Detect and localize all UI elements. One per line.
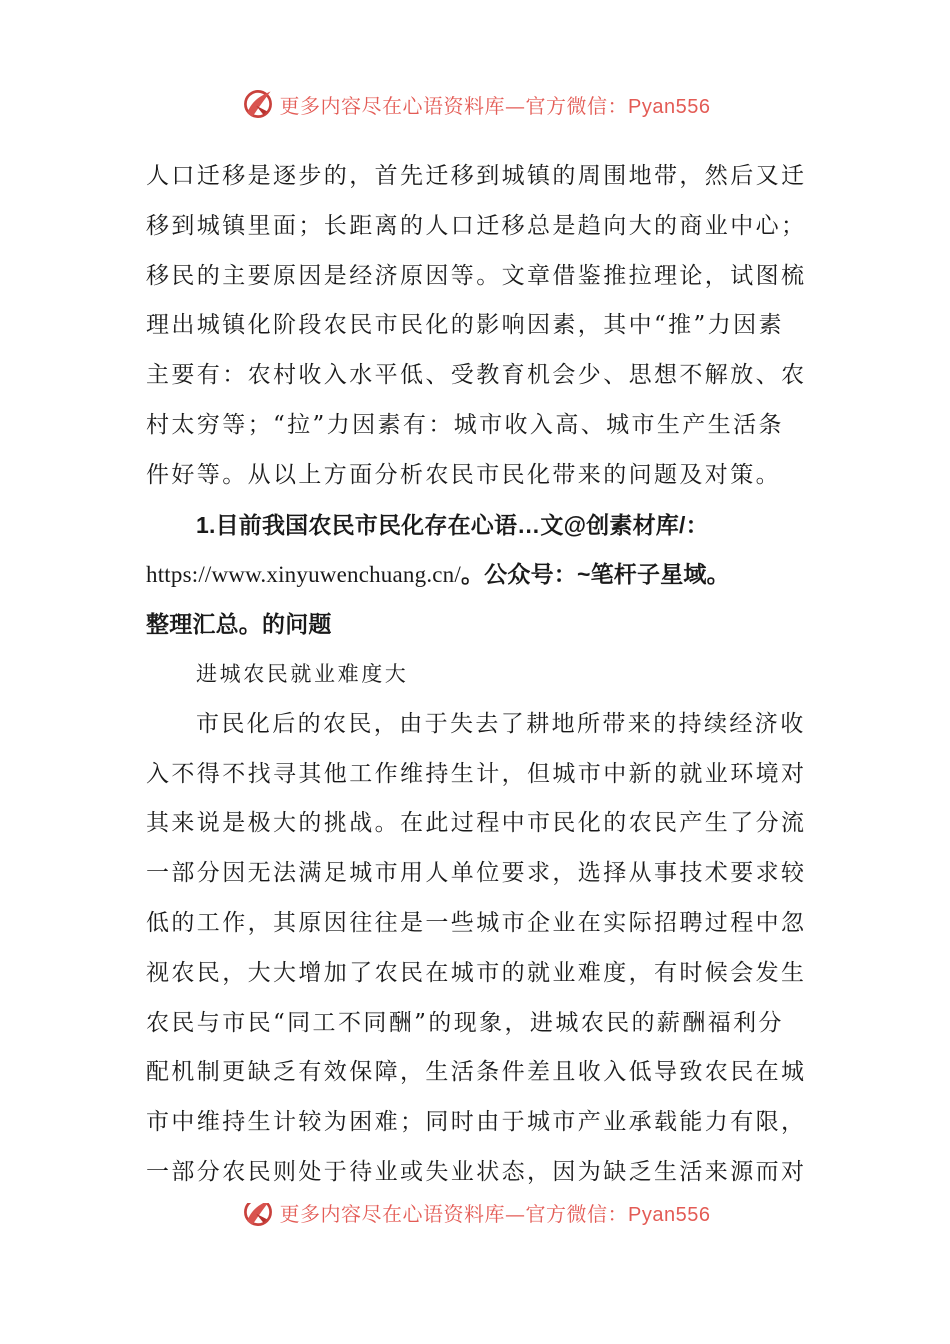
paragraph-line: 配机制更缺乏有效保障，生活条件差且收入低导致农民在城 xyxy=(146,1059,807,1086)
header-banner xyxy=(0,84,950,124)
website-link[interactable]: https://www.xinyuwenchuang.cn/ xyxy=(146,562,461,588)
paragraph-line: 市中维持生计较为困难；同时由于城市产业承载能力有限， xyxy=(146,1109,807,1136)
paragraph-line: 入不得不找寻其他工作维持生计，但城市中新的就业环境对 xyxy=(146,760,807,787)
section-heading: 1.目前我国农民市民化存在心语…文@创素材库/： xyxy=(196,511,709,538)
footer-banner xyxy=(0,1203,950,1237)
paragraph-line: 一部分因无法满足城市用人单位要求，选择从事技术要求较 xyxy=(146,860,807,887)
paragraph-line: 理出城镇化阶段农民市民化的影响因素，其中“推”力因素 xyxy=(146,312,784,339)
paragraph-line: 移到城镇里面；长距离的人口迁移总是趋向大的商业中心； xyxy=(146,212,807,239)
paragraph-line: 其来说是极大的挑战。在此过程中市民化的农民产生了分流 xyxy=(146,810,807,837)
paragraph-line: 一部分农民则处于待业或失业状态，因为缺乏生活来源而对 xyxy=(146,1158,807,1185)
header-banner-text: 更多内容尽在心语资料库—官方微信：Pyan556 xyxy=(279,93,711,118)
paragraph-line: 低的工作，其原因往往是一些城市企业在实际招聘过程中忽 xyxy=(146,909,807,936)
section-heading-line2: https://www.xinyuwenchuang.cn/。公众号：~笔杆子星域。 xyxy=(146,561,730,588)
ribbon-logo-icon xyxy=(240,1203,276,1230)
document-body xyxy=(146,152,811,1198)
paragraph-line: 主要有：农村收入水平低、受教育机会少、思想不解放、农 xyxy=(146,362,807,389)
wechat-id: Pyan556 xyxy=(628,1203,711,1226)
section-heading-line3: 整理汇总。的问题 xyxy=(146,611,332,638)
subheading: 进城农民就业难度大 xyxy=(196,661,409,686)
paragraph-line: 农民与市民“同工不同酬”的现象，进城农民的薪酬福利分 xyxy=(146,1009,784,1036)
paragraph-line: 件好等。从以上方面分析农民市民化带来的问题及对策。 xyxy=(146,461,781,488)
paragraph-line: 市民化后的农民，由于失去了耕地所带来的持续经济收 xyxy=(196,710,806,737)
paragraph-line: 村太穷等；“拉”力因素有：城市收入高、城市生产生活条 xyxy=(146,411,784,438)
ribbon-logo-icon xyxy=(240,86,276,122)
paragraph-line: 人口迁移是逐步的，首先迁移到城镇的周围地带，然后又迁 xyxy=(146,163,807,189)
footer-banner-text: 更多内容尽在心语资料库—官方微信：Pyan556 xyxy=(279,1203,711,1226)
wechat-id: Pyan556 xyxy=(628,95,711,118)
paragraph-line: 移民的主要原因是经济原因等。文章借鉴推拉理论，试图梳 xyxy=(146,262,807,289)
paragraph-line: 视农民，大大增加了农民在城市的就业难度，有时候会发生 xyxy=(146,959,807,986)
